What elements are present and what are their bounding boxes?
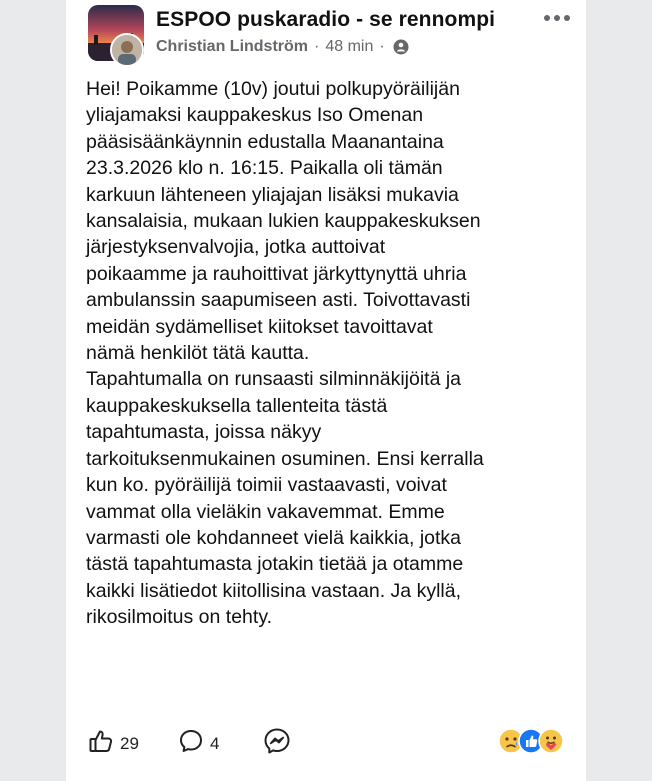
group-name-link[interactable]: ESPOO puskaradio - se rennompi — [156, 8, 496, 31]
comment-button[interactable] — [178, 728, 219, 759]
care-reaction-icon — [538, 728, 564, 754]
post-action-bar — [66, 722, 586, 762]
post-body-line: kauppakeskuksella tallenteita tästä — [86, 394, 388, 417]
post-body-line: rikosilmoitus on tehty. — [86, 606, 273, 629]
post-body-line: varmasti ole kohdanneet vielä kaikkia, jotka — [86, 526, 462, 549]
post-body-line: tarkoituksenmukainen osuminen. Ensi kerralla — [86, 447, 484, 470]
post-body — [86, 76, 576, 631]
like-button[interactable] — [88, 728, 139, 759]
group-privacy-icon — [393, 39, 409, 55]
comment-bubble-icon — [178, 728, 204, 759]
post-time[interactable]: 48 min — [325, 38, 374, 55]
post-body-line: järjestyksenvalvojia, jotka auttoivat — [86, 236, 386, 259]
post-body-line: kaikki lisätiedot kiitollisina vastaan. Ja kyllä, — [86, 579, 461, 602]
post-header — [66, 0, 586, 64]
post-meta — [156, 38, 409, 56]
comment-count: 4 — [210, 733, 220, 753]
like-count: 29 — [120, 733, 139, 753]
post-body-line: kun ko. pyöräilijä toimii vastaavasti, voivat — [86, 474, 447, 497]
author-avatar[interactable] — [110, 33, 144, 67]
post-body-line: tästä tapahtumasta jotakin tietää ja otamme — [86, 553, 464, 576]
more-dots-icon[interactable] — [540, 10, 574, 26]
post-card — [66, 0, 586, 781]
author-name-link[interactable]: Christian Lindström — [156, 38, 309, 55]
post-body-line: poikaamme ja rauhoittivat järkyttynyttä uhria — [86, 262, 467, 285]
post-body-line: nämä henkilöt tätä kautta. — [86, 342, 310, 365]
post-body-line: pääsisäänkäynnin edustalla Maanantaina — [86, 130, 444, 153]
post-body-line: yliajamaksi kauppakeskus Iso Omenan — [86, 104, 424, 127]
reaction-summary[interactable] — [498, 728, 578, 758]
messenger-icon[interactable] — [262, 726, 292, 761]
meta-separator-2: · — [379, 38, 385, 55]
post-body-line: Hei! Poikamme (10v) joutui polkupyöräilijän — [86, 78, 460, 100]
meta-separator: · — [314, 38, 320, 55]
post-body-line: tapahtumasta, joissa näkyy — [86, 421, 322, 444]
post-body-line: vammat olla vieläkin vakavemmat. Emme — [86, 500, 445, 523]
post-body-line: ambulanssin saapumiseen asti. Toivottavasti — [86, 289, 471, 312]
thumbs-up-icon — [88, 728, 114, 759]
post-body-line: karkuun lähteneen yliajajan lisäksi mukavia — [86, 183, 459, 206]
post-body-line: 23.3.2026 klo n. 16:15. Paikalla oli tämän — [86, 157, 443, 180]
post-body-line: meidän sydämelliset kiitokset tavoittavat — [86, 315, 433, 338]
post-body-line: Tapahtumalla on runsaasti silminnäkijöitä ja — [86, 368, 462, 391]
post-body-line: kansalaisia, mukaan lukien kauppakeskuksen — [86, 210, 481, 233]
